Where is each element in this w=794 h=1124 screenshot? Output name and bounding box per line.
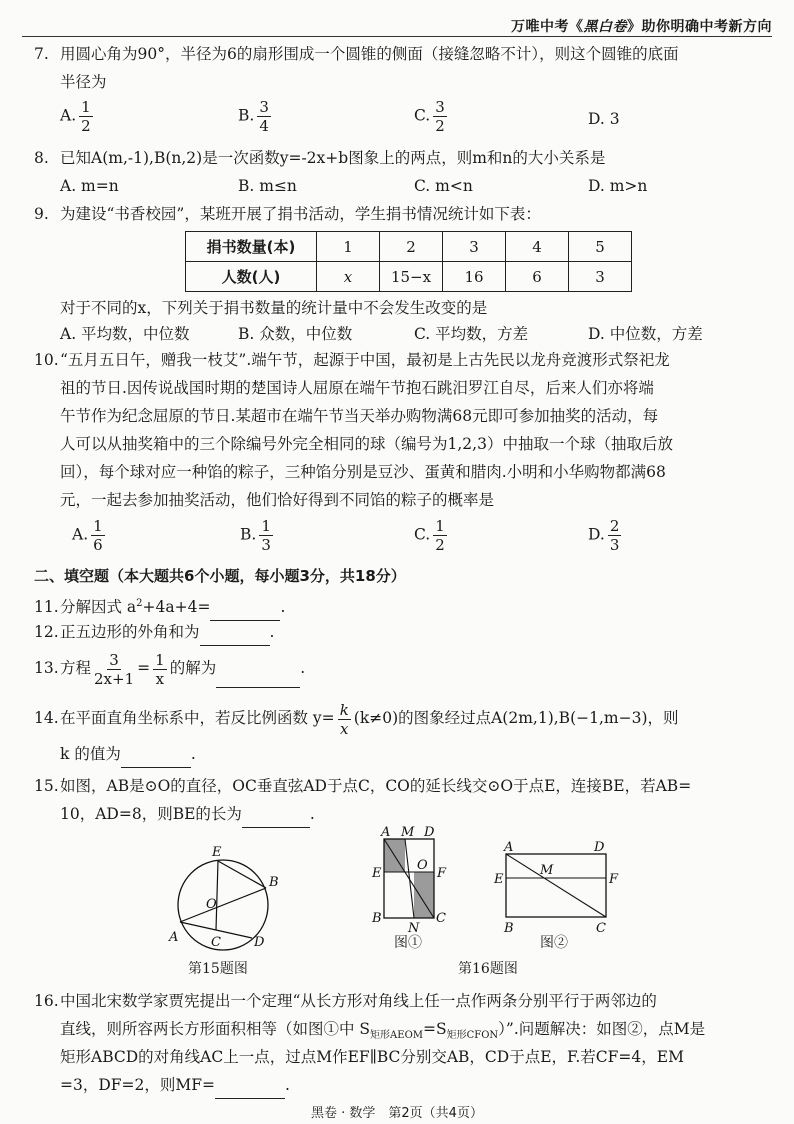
figure-16-caption: 第16题图 bbox=[458, 961, 518, 977]
numerator: 3 bbox=[259, 98, 269, 116]
option-label: D. bbox=[588, 110, 605, 128]
question-text: k 的值为 bbox=[60, 745, 121, 763]
label-a: A bbox=[381, 825, 391, 840]
fraction bbox=[433, 98, 447, 135]
figure-16-2 bbox=[490, 840, 622, 936]
option-c bbox=[414, 98, 450, 135]
option-label: C. bbox=[414, 525, 431, 544]
question-9 bbox=[34, 200, 774, 228]
numerator: k bbox=[339, 700, 349, 719]
table-row bbox=[186, 232, 632, 262]
denominator: 4 bbox=[259, 117, 269, 135]
question-text: 午节作为纪念屈原的节日.某超市在端午节当天举办购物满68元即可参加抽奖的活动，每 bbox=[60, 407, 659, 425]
label-e: E bbox=[494, 872, 504, 887]
question-text: +4a+4= bbox=[142, 598, 211, 617]
question-text: . bbox=[285, 1076, 290, 1094]
diagonal-ac bbox=[506, 854, 606, 917]
label-e: E bbox=[212, 845, 222, 860]
question-number: 15. bbox=[34, 777, 59, 795]
denominator: 2 bbox=[435, 117, 445, 135]
label-f: F bbox=[609, 872, 619, 887]
table-header-cell: 人数(人) bbox=[186, 262, 317, 292]
diameter-ab bbox=[180, 888, 266, 922]
option-label: A. bbox=[72, 525, 89, 544]
question-text: 如图，AB是⊙O的直径，OC垂直弦AD于点C，CO的延长线交⊙O于点E，连接BE，若AB= bbox=[60, 777, 692, 795]
label-c: C bbox=[211, 935, 221, 950]
question-15 bbox=[34, 772, 774, 800]
question-text: 人可以从抽奖箱中的三个除编号外完全相同的球（编号为1,2,3）中抽取一个球（抽取后放 bbox=[60, 435, 673, 453]
question-text: . bbox=[190, 745, 196, 763]
option-value: 3 bbox=[609, 110, 620, 128]
table-cell: 6 bbox=[506, 262, 569, 292]
option-b: B. 众数，中位数 bbox=[238, 325, 353, 343]
label-d: D bbox=[424, 825, 435, 840]
table-cell: 1 bbox=[317, 232, 380, 262]
question-text: . bbox=[280, 598, 286, 617]
figure-15-caption: 第15题图 bbox=[188, 961, 248, 977]
fraction bbox=[257, 98, 271, 135]
question-text: 中国北宋数学家贾宪提出一个定理“从长方形对角线上任一点作两条分别平行于两邻边的 bbox=[60, 992, 657, 1010]
label-m: M bbox=[540, 863, 554, 878]
question-text: . bbox=[300, 659, 306, 677]
label-b: B bbox=[372, 911, 382, 926]
question-number: 10. bbox=[34, 351, 59, 369]
table-cell: 2 bbox=[380, 232, 443, 262]
superscript: 2 bbox=[136, 598, 143, 609]
table-cell: 3 bbox=[443, 232, 506, 262]
option-label: D. bbox=[588, 525, 605, 544]
question-text: 正五边形的外角和为 bbox=[60, 623, 200, 641]
question-text: 回），每个球对应一种馅的粽子，三种馅分别是豆沙、蛋黄和腊肉.小明和小华购物都满68 bbox=[60, 463, 666, 481]
question-text: 分解因式 a bbox=[60, 598, 137, 617]
option-label: A. bbox=[60, 106, 77, 125]
fraction bbox=[94, 651, 134, 688]
fraction bbox=[153, 651, 167, 688]
table-row bbox=[186, 262, 632, 292]
question-number: 14. bbox=[34, 709, 59, 727]
option-a bbox=[72, 517, 108, 554]
label-o: O bbox=[206, 897, 217, 912]
option-d bbox=[588, 517, 624, 554]
numerator: 1 bbox=[435, 517, 445, 535]
denominator: x bbox=[340, 719, 349, 738]
numerator: 1 bbox=[155, 650, 165, 669]
option-d bbox=[588, 110, 620, 128]
question-10 bbox=[34, 346, 774, 374]
question-number: 16. bbox=[34, 992, 59, 1010]
question-text: = bbox=[137, 659, 151, 677]
numerator: 3 bbox=[435, 98, 445, 116]
question-number: 13. bbox=[34, 659, 59, 677]
answer-blank[interactable] bbox=[242, 807, 310, 828]
label-d: D bbox=[594, 840, 605, 855]
table-cell: x bbox=[317, 262, 380, 292]
page-footer: 黑卷 · 数学 第2页（共4页） bbox=[311, 1106, 483, 1121]
question-text: “五月五日午，赠我一枝艾”.端午节，起源于中国，最初是上古先民以龙舟竞渡形式祭祀龙 bbox=[60, 351, 670, 369]
question-number: 9. bbox=[34, 205, 49, 223]
header-text-pre: 万唯中考《 bbox=[511, 19, 584, 35]
table-cell: 15−x bbox=[380, 262, 443, 292]
question-text: 的解为 bbox=[169, 659, 217, 677]
fraction bbox=[433, 517, 447, 554]
table-cell: 4 bbox=[506, 232, 569, 262]
answer-blank[interactable] bbox=[216, 667, 300, 688]
question-text: 10，AD=8，则BE的长为 bbox=[60, 805, 242, 823]
answer-blank[interactable] bbox=[215, 1078, 285, 1099]
label-m: M bbox=[401, 825, 415, 840]
question-text: . bbox=[269, 623, 275, 641]
segment-be bbox=[218, 861, 266, 888]
table-cell: 5 bbox=[569, 232, 632, 262]
question-7 bbox=[34, 40, 774, 68]
label-c: C bbox=[596, 921, 606, 936]
question-text-line bbox=[60, 800, 315, 828]
question-11 bbox=[34, 590, 774, 621]
page-header bbox=[511, 16, 772, 36]
option-label: C. bbox=[414, 106, 431, 125]
question-text-line bbox=[60, 740, 196, 768]
denominator: 3 bbox=[609, 536, 620, 554]
option-a: A. 平均数，中位数 bbox=[60, 325, 190, 343]
option-a bbox=[60, 98, 96, 135]
option-c bbox=[414, 517, 450, 554]
question-text: . bbox=[309, 805, 315, 823]
label-f: F bbox=[437, 866, 447, 881]
option-label: B. bbox=[240, 525, 257, 544]
numerator: 1 bbox=[81, 98, 91, 116]
answer-blank[interactable] bbox=[200, 625, 270, 646]
label-b: B bbox=[504, 921, 514, 936]
question-number: 8. bbox=[34, 149, 49, 167]
segment-ec bbox=[216, 861, 218, 930]
label-c: C bbox=[436, 911, 446, 926]
question-12 bbox=[34, 618, 774, 646]
option-b bbox=[240, 517, 276, 554]
header-rule bbox=[22, 36, 772, 37]
table-cell: 3 bbox=[569, 262, 632, 292]
question-number: 12. bbox=[34, 623, 59, 641]
question-text: =3，DF=2，则MF= bbox=[60, 1076, 215, 1094]
option-a: A. m=n bbox=[60, 177, 119, 195]
fraction bbox=[608, 517, 622, 554]
label-n: N bbox=[408, 921, 420, 936]
option-d: D. 中位数，方差 bbox=[588, 325, 703, 343]
question-text: 在平面直角坐标系中，若反比例函数 y= bbox=[60, 709, 335, 727]
question-text: =S bbox=[423, 1020, 447, 1038]
fraction bbox=[259, 517, 273, 554]
figure-16-1 bbox=[368, 824, 450, 944]
question-number: 7. bbox=[34, 45, 49, 63]
numerator: 2 bbox=[609, 517, 620, 535]
question-text: 元，一起去参加抽奖活动，他们恰好得到不同馅的粽子的概率是 bbox=[60, 491, 495, 509]
denominator: 2 bbox=[81, 117, 91, 135]
question-text: 方程 bbox=[60, 659, 92, 677]
question-text: 为建设“书香校园”，某班开展了捐书活动，学生捐书情况统计如下表： bbox=[60, 205, 541, 223]
question-16 bbox=[34, 987, 774, 1015]
question-14 bbox=[34, 700, 774, 738]
answer-blank[interactable] bbox=[121, 747, 191, 768]
denominator: 6 bbox=[93, 536, 103, 554]
section-title: 二、填空题（本大题共6个小题，每小题3分，共18分） bbox=[34, 567, 406, 585]
option-c: C. 平均数，方差 bbox=[414, 325, 529, 343]
denominator: 2 bbox=[435, 536, 445, 554]
label-b: B bbox=[269, 875, 279, 890]
fraction bbox=[79, 98, 93, 135]
header-text-post: 》助你明确中考新方向 bbox=[627, 19, 772, 35]
option-b bbox=[238, 98, 274, 135]
table-header-cell: 捐书数量(本) bbox=[186, 232, 317, 262]
fraction bbox=[338, 701, 351, 738]
numerator: 1 bbox=[261, 517, 271, 535]
question-8 bbox=[34, 144, 774, 172]
question-text: 半径为 bbox=[60, 73, 107, 91]
question-text-line bbox=[60, 1071, 290, 1099]
numerator: 3 bbox=[109, 650, 119, 669]
figure-1-label: 图① bbox=[394, 935, 422, 951]
question-13 bbox=[34, 650, 774, 688]
subscript: 矩形AEOM bbox=[370, 1030, 424, 1042]
question-text: 矩形ABCD的对角线AC上一点，过点M作EF∥BC分别交AB，CD于点E，F.若CF=4，EM bbox=[60, 1048, 684, 1066]
denominator: 2x+1 bbox=[94, 669, 135, 688]
option-b: B. m≤n bbox=[238, 177, 297, 195]
subscript: 矩形CFON bbox=[446, 1030, 499, 1042]
label-a: A bbox=[504, 840, 514, 855]
question-text: ）”.问题解决：如图②，点M是 bbox=[498, 1020, 706, 1038]
question-text: 用圆心角为90°，半径为6的扇形围成一个圆锥的侧面（接缝忽略不计），则这个圆锥的底面 bbox=[60, 45, 679, 63]
figure-2-label: 图② bbox=[540, 935, 568, 951]
denominator: x bbox=[155, 669, 165, 688]
figure-15-circle bbox=[160, 840, 290, 958]
label-o: O bbox=[417, 858, 428, 873]
shaded-rect-cfon bbox=[414, 872, 434, 918]
label-a: A bbox=[169, 930, 179, 945]
option-d: D. m>n bbox=[588, 177, 648, 195]
question-text: 祖的节日.因传说战国时期的楚国诗人屈原在端午节抱石跳汨罗江自尽，后来人们亦将端 bbox=[60, 379, 654, 397]
table-cell: 16 bbox=[443, 262, 506, 292]
segment-mn bbox=[405, 839, 414, 918]
question-text: (k≠0)的图象经过点A(2m,1),B(−1,m−3)，则 bbox=[353, 709, 679, 727]
question-text: 已知A(m,-1),B(n,2)是一次函数y=-2x+b图象上的两点，则m和n的大小关系是 bbox=[60, 149, 606, 167]
denominator: 3 bbox=[261, 536, 271, 554]
question-number: 11. bbox=[34, 598, 59, 617]
option-label: B. bbox=[238, 106, 255, 125]
donation-table bbox=[185, 231, 632, 292]
question-text: 对于不同的x，下列关于捐书数量的统计量中不会发生改变的是 bbox=[60, 299, 488, 317]
numerator: 1 bbox=[93, 517, 103, 535]
header-brand: 黑白卷 bbox=[583, 19, 627, 35]
question-text: 直线，则所容两长方形面积相等（如图①中 S bbox=[60, 1020, 371, 1038]
label-e: E bbox=[372, 866, 382, 881]
option-c: C. m<n bbox=[414, 177, 473, 195]
fraction bbox=[91, 517, 105, 554]
label-d: D bbox=[254, 935, 265, 950]
